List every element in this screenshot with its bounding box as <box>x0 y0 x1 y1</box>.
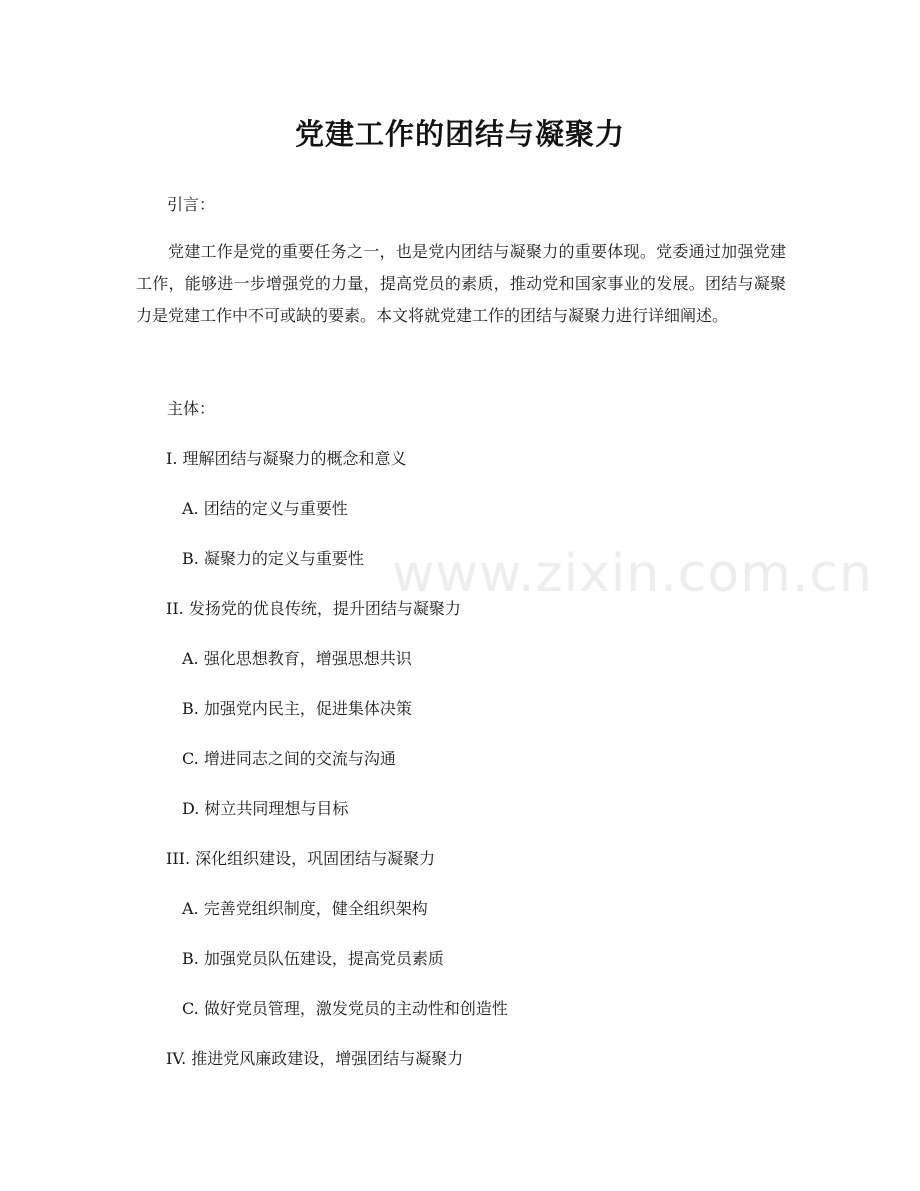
body-label: 主体： <box>167 399 216 418</box>
watermark: www.zixin.com.cn <box>392 544 873 604</box>
intro-paragraph: 党建工作是党的重要任务之一，也是党内团结与凝聚力的重要体现。党委通过加强党建工作，能够进一步增强党的力量，提高党员的素质，推动党和国家事业的发展。团结与凝聚力是党建工作中不可或缺的要素。本文将就党建工作的团结与凝聚力进行详细阐述。 <box>136 242 786 325</box>
outline-heading: III. 深化组织建设，巩固团结与凝聚力 <box>166 849 436 868</box>
outline-heading: II. 发扬党的优良传统，提升团结与凝聚力 <box>166 599 461 618</box>
outline-heading: I. 理解团结与凝聚力的概念和意义 <box>166 449 407 468</box>
intro-label: 引言： <box>167 195 216 214</box>
outline-subitem: A. 完善党组织制度，健全组织架构 <box>182 899 428 918</box>
outline-subitem: C. 增进同志之间的交流与沟通 <box>182 749 396 768</box>
outline-subitem: D. 树立共同理想与目标 <box>182 799 349 818</box>
outline-subitem: B. 加强党内民主，促进集体决策 <box>182 699 412 718</box>
outline-subitem: B. 加强党员队伍建设，提高党员素质 <box>182 949 444 968</box>
outline-subitem: A. 强化思想教育，增强思想共识 <box>182 649 412 668</box>
outline-heading: IV. 推进党风廉政建设，增强团结与凝聚力 <box>166 1049 464 1068</box>
outline-subitem: A. 团结的定义与重要性 <box>182 499 348 518</box>
document-title: 党建工作的团结与凝聚力 <box>294 117 625 151</box>
outline-subitem: B. 凝聚力的定义与重要性 <box>182 549 364 568</box>
outline-subitem: C. 做好党员管理，激发党员的主动性和创造性 <box>182 999 508 1018</box>
